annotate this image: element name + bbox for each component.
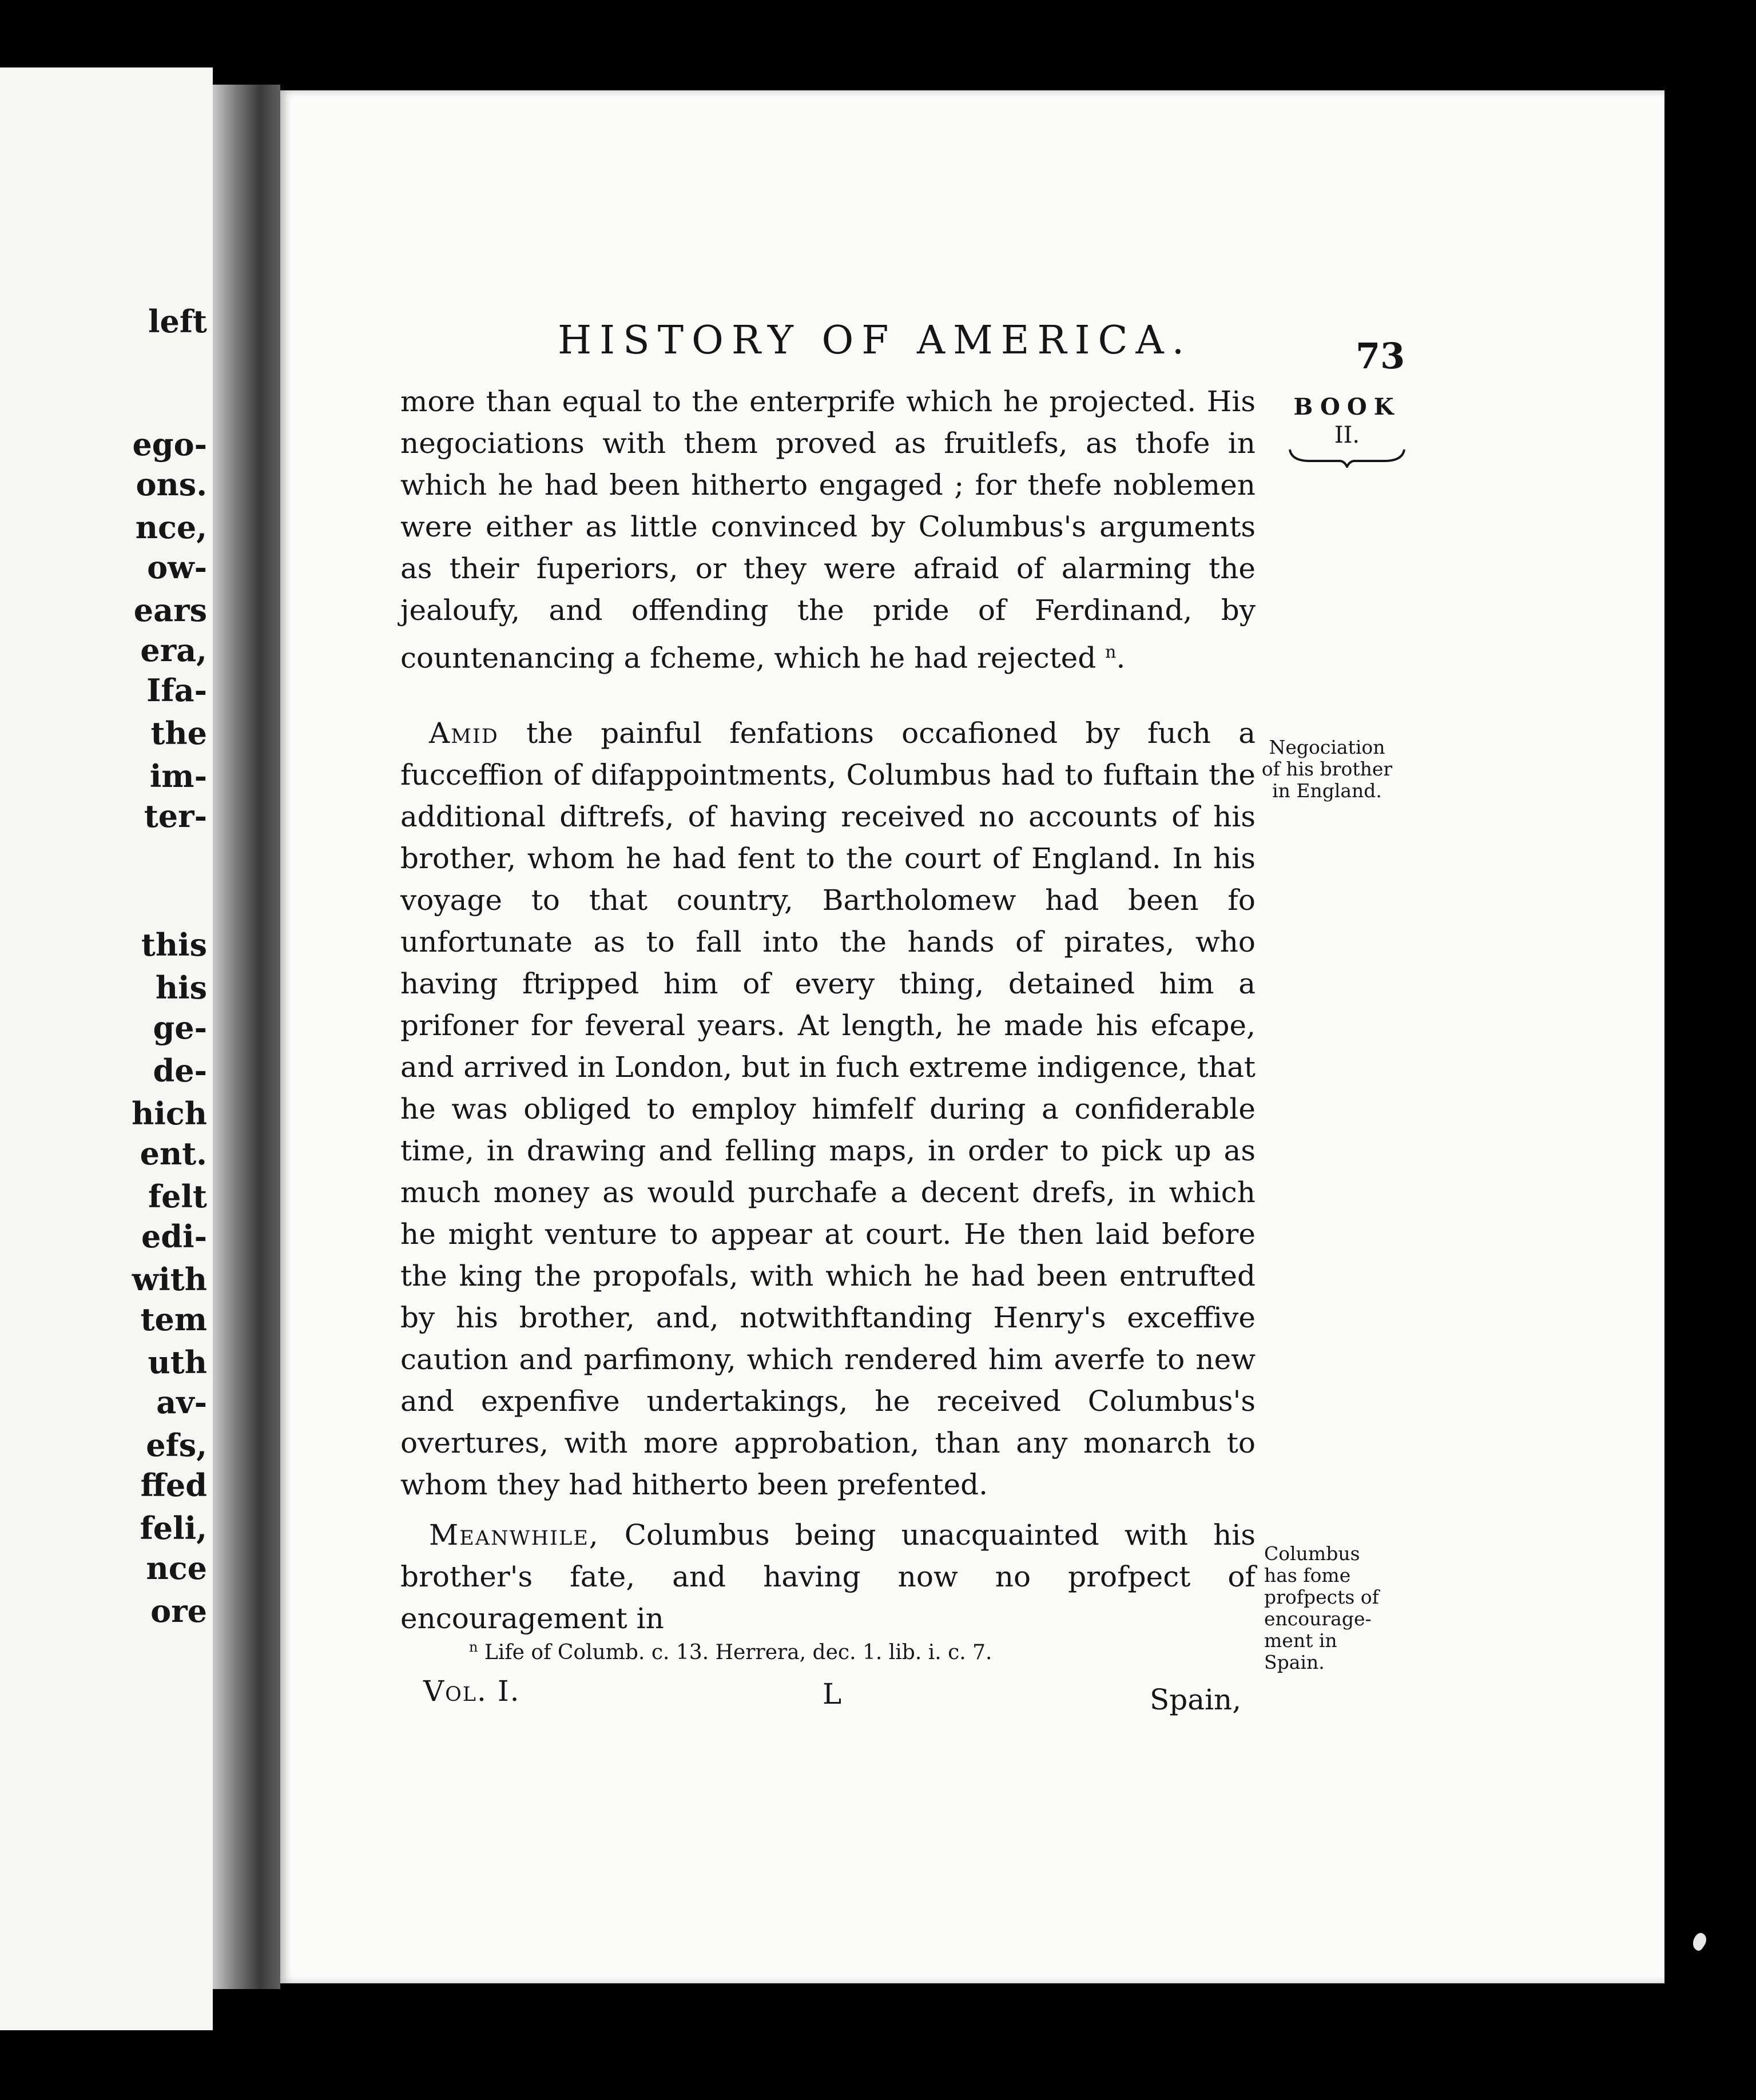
- left-page-line-fragment: de-: [153, 1052, 207, 1089]
- left-page-line-fragment: av-: [156, 1384, 207, 1421]
- paragraph-2-text: the painful fenfations occafioned by fuch a fucceffion of difappointments, Columbus had to fuftain the additional diftrefs, of having received no accounts of his brother, whom he had fent to the court of England. In his voyage to that country, Bartholomew had been fo unfortunate as to fall into the hands of pirates, who having ftripped him of every thing, detained him a prifoner for feveral years. At length, he made his efcape, and arrived in London, but in fuch extreme indigence, that he was obliged to employ himfelf during a confiderable time, in drawing and felling maps, in order to pick up as much money as would purchafe a decent drefs, in which he might venture to appear at court. He then laid before the king the propofals, with which he had been entrufted by his brother, and, notwithftanding Henry's exceffive caution and parfimony, which rendered him averfe to new and expenfive undertakings, he received Columbus's overtures, with more approbation, than any monarch to whom they had hitherto been prefented.: [400, 717, 1256, 1501]
- book-gutter: [213, 85, 280, 1989]
- paragraph-1-end: .: [1116, 641, 1126, 675]
- left-page-line-fragment: ore: [150, 1593, 207, 1629]
- left-page-line-fragment: ow-: [147, 549, 207, 586]
- page-number: 73: [1356, 335, 1405, 377]
- footnote-mark: n: [469, 1639, 478, 1655]
- paragraph-3: [400, 1514, 1256, 1640]
- left-page-line-fragment: with: [132, 1261, 207, 1298]
- left-page-line-fragment: nce: [146, 1550, 207, 1586]
- left-page-line-fragment: this: [141, 926, 207, 963]
- catchword: Spain,: [1150, 1683, 1242, 1716]
- left-page-line-fragment: edi-: [141, 1218, 207, 1255]
- left-page-line-fragment: hich: [132, 1095, 207, 1132]
- marginal-note-line: in England.: [1272, 779, 1382, 802]
- marginal-note-line: profpects of: [1264, 1586, 1379, 1608]
- left-page-line-fragment: nce,: [135, 509, 207, 546]
- footnote-reference: n: [1105, 642, 1117, 662]
- left-page-line-fragment: felt: [148, 1178, 207, 1215]
- left-page-line-fragment: tem: [140, 1301, 207, 1338]
- footnote-text: Life of Columb. c. 13. Herrera, dec. 1. lib. i. c. 7.: [478, 1641, 992, 1664]
- footnote: [469, 1639, 992, 1664]
- left-page-line-fragment: ter-: [144, 798, 207, 834]
- left-page-line-fragment: ffed: [140, 1467, 207, 1504]
- marginal-note-line: Negociation: [1269, 736, 1385, 758]
- left-page-line-fragment: ears: [133, 592, 207, 629]
- left-facing-page: [0, 67, 213, 2030]
- marginal-note-negociation: [1258, 737, 1396, 802]
- marginal-note-line: of his brother: [1261, 758, 1393, 780]
- running-head: HISTORY OF AMERICA.: [558, 318, 1193, 363]
- left-page-line-fragment: feli,: [140, 1510, 207, 1546]
- paragraph-2-lead: Amid: [429, 717, 499, 750]
- book-brace-ornament: [1287, 445, 1407, 468]
- marginal-note-line: encourage-: [1264, 1608, 1372, 1630]
- left-page-line-fragment: the: [150, 715, 207, 751]
- scan-speck: [1689, 1931, 1709, 1952]
- left-page-line-fragment: ent.: [140, 1135, 207, 1172]
- left-page-line-fragment: left: [148, 303, 207, 340]
- left-page-line-fragment: uth: [148, 1344, 207, 1381]
- paragraph-2: [400, 713, 1256, 1506]
- left-page-line-fragment: ons.: [136, 466, 207, 503]
- marginal-note-columbus: [1264, 1543, 1384, 1673]
- right-page: [280, 90, 1664, 1983]
- volume-signature: [423, 1675, 520, 1708]
- signature-letter: L: [823, 1677, 842, 1711]
- left-page-line-fragment: his: [155, 969, 207, 1006]
- left-page-line-fragment: Ifa-: [146, 672, 207, 709]
- volume-label: Vol. I.: [423, 1675, 521, 1708]
- left-page-line-fragment: ego-: [132, 426, 207, 463]
- book-number: II.: [1334, 422, 1360, 448]
- paragraph-1: [400, 381, 1256, 679]
- left-page-line-fragment: efs,: [146, 1427, 207, 1463]
- paragraph-3-lead: Meanwhile,: [429, 1518, 599, 1552]
- left-page-line-fragment: ge-: [153, 1009, 207, 1046]
- marginal-note-line: Columbus: [1264, 1542, 1360, 1565]
- marginal-note-line: Spain.: [1264, 1651, 1325, 1673]
- left-page-line-fragment: im-: [149, 758, 207, 794]
- marginal-note-line: ment in: [1264, 1629, 1337, 1652]
- book-label: BOOK: [1293, 393, 1401, 420]
- paragraph-1-text: more than equal to the enterprife which he projected. His negociations with them proved as fruitlefs, as thofe in which he had been hitherto engaged ; for thefe noblemen were either as little convinced by Columbus's arguments as their fuperiors, or they were afraid of alarming the jealoufy, and offending the pride of Ferdinand, by countenancing a fcheme, which he had rejected: [400, 385, 1256, 675]
- paragraph-3-text: Columbus being unacquainted with his brother's fate, and having now no profpect of encouragement in: [400, 1518, 1256, 1635]
- left-page-line-fragment: era,: [140, 632, 207, 669]
- marginal-note-line: has fome: [1264, 1564, 1351, 1586]
